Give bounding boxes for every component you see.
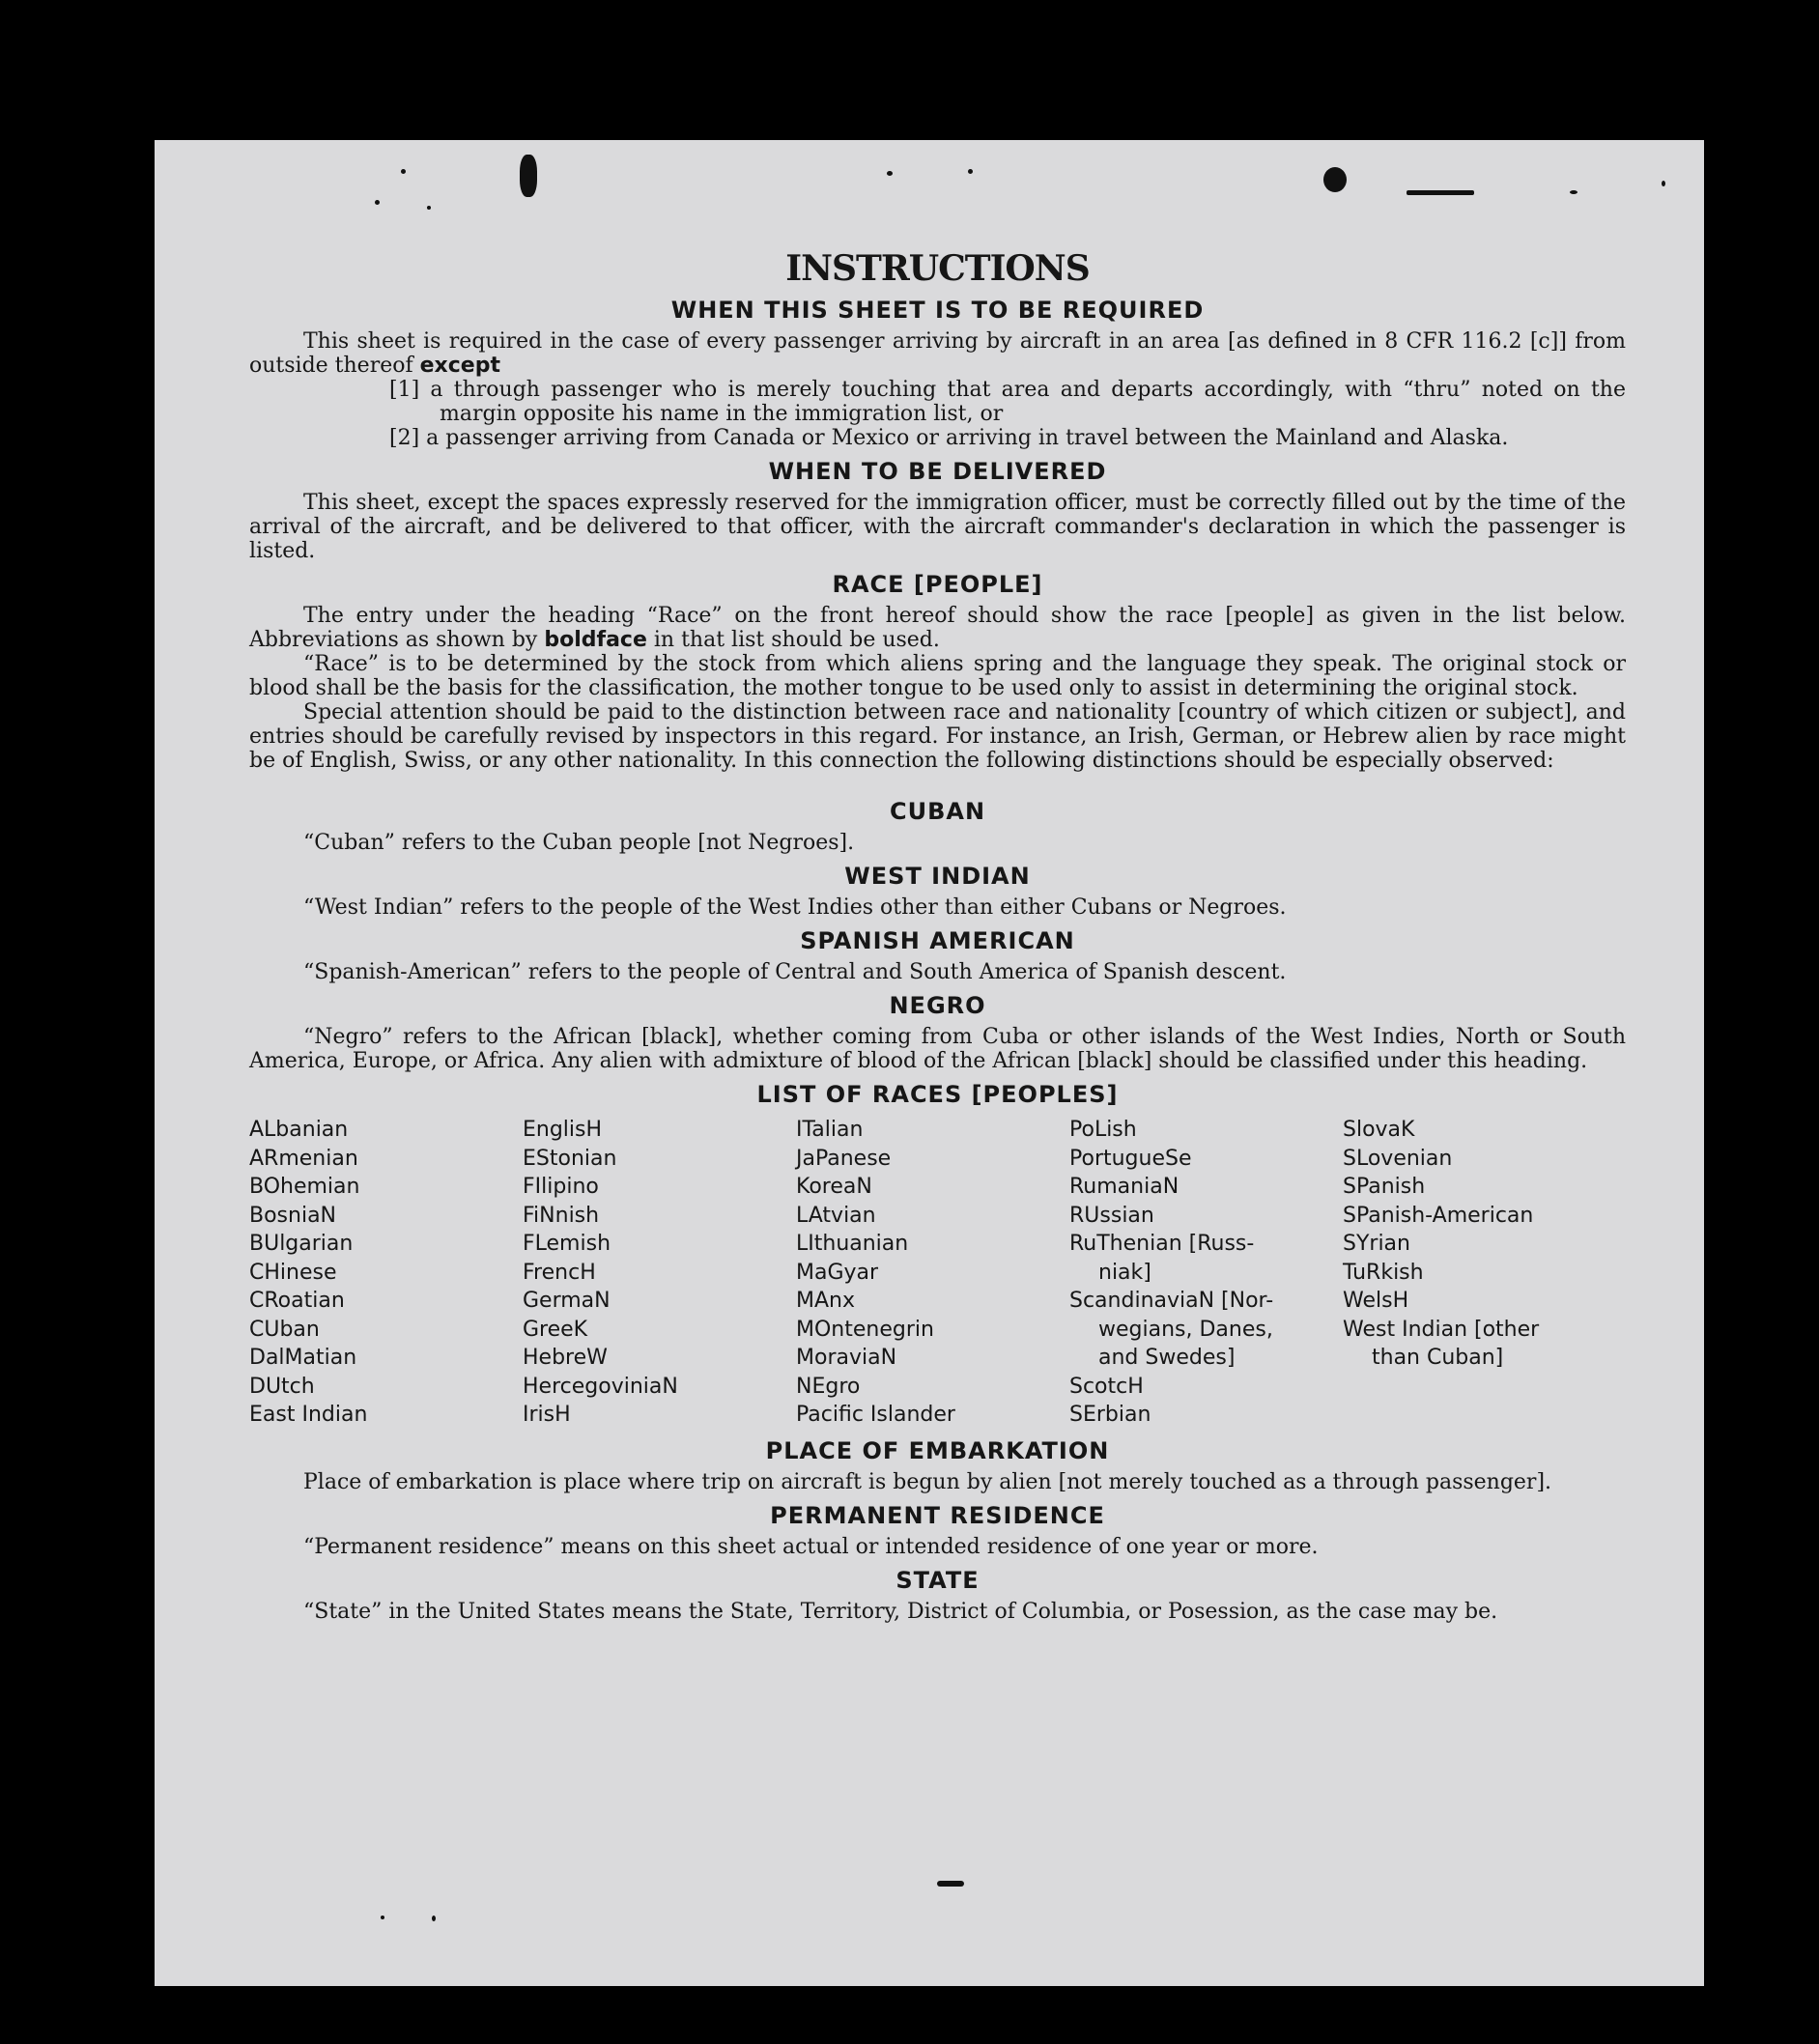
race-item: RuThenian [Russ- — [1069, 1232, 1255, 1256]
race-item: DUtch — [249, 1374, 315, 1399]
page-title: INSTRUCTIONS — [785, 248, 1090, 289]
race-item: BUlgarian — [249, 1232, 354, 1256]
scan-speck — [1570, 190, 1577, 194]
race-item: PoLish — [1069, 1118, 1137, 1142]
races-column-3 — [796, 1116, 1069, 1430]
heading-negro: NEGRO — [889, 992, 986, 1019]
scan-speck — [1662, 181, 1665, 186]
race-item: KoreaN — [796, 1175, 872, 1199]
when-required-text — [249, 329, 1626, 378]
heading-race: RACE [PEOPLE] — [832, 571, 1043, 598]
heading-cuban: CUBAN — [889, 798, 986, 825]
race-item: HercegoviniaN — [523, 1374, 678, 1399]
race-item: WelsH — [1343, 1289, 1409, 1313]
race-item: SYrian — [1343, 1232, 1410, 1256]
race-item: MAnx — [796, 1289, 855, 1313]
west-indian-text: “West Indian” refers to the people of the West Indies other than either Cubans or Negroes. — [303, 895, 1287, 920]
scan-speck — [432, 1916, 436, 1921]
race-item-continued: than Cuban] — [1372, 1346, 1504, 1370]
scan-speck — [937, 1881, 964, 1887]
scan-speck — [968, 169, 973, 174]
race-item: CRoatian — [249, 1289, 345, 1313]
race-item: SErbian — [1069, 1403, 1151, 1427]
race-item: ScandinaviaN [Nor- — [1069, 1289, 1274, 1313]
race-item: IrisH — [523, 1403, 571, 1427]
race-item: LAtvian — [796, 1203, 876, 1228]
instructions-content — [249, 248, 1626, 1624]
race-p1-b: in that list should be used. — [653, 628, 940, 652]
race-item: Pacific Islander — [796, 1403, 955, 1427]
race-item: HebreW — [523, 1346, 608, 1370]
heading-when-required: WHEN THIS SHEET IS TO BE REQUIRED — [670, 297, 1205, 324]
race-item-continued: niak] — [1098, 1260, 1151, 1285]
heading-state: STATE — [895, 1566, 980, 1594]
races-column-5 — [1343, 1116, 1616, 1430]
race-item: ALbanian — [249, 1118, 349, 1142]
heading-spanish-american: SPANISH AMERICAN — [800, 927, 1075, 954]
races-column-4 — [1069, 1116, 1343, 1430]
race-item: East Indian — [249, 1403, 368, 1427]
races-column-1 — [249, 1116, 523, 1430]
race-item: JaPanese — [796, 1146, 892, 1171]
state-text: “State” in the United States means the State, Territory, District of Columbia, or Posession, as the case may be. — [303, 1599, 1498, 1624]
race-item: GermaN — [523, 1289, 611, 1313]
heading-when-delivered: WHEN TO BE DELIVERED — [768, 458, 1107, 485]
race-item-continued: and Swedes] — [1098, 1346, 1236, 1370]
race-item: PortugueSe — [1069, 1146, 1192, 1171]
race-item: RUssian — [1069, 1203, 1154, 1228]
scan-speck — [401, 169, 406, 174]
race-paragraph-1 — [249, 604, 1626, 652]
list-item: [2] a passenger arriving from Canada or Mexico or arriving in travel between the Mainland and Alaska. — [389, 426, 1509, 450]
race-item: CHinese — [249, 1260, 337, 1285]
race-item: NEgro — [796, 1374, 861, 1399]
when-required-except: except — [419, 354, 500, 378]
race-item: West Indian [other — [1343, 1317, 1540, 1342]
race-item: DalMatian — [249, 1346, 357, 1370]
race-item: FLemish — [523, 1232, 611, 1256]
race-item: CUban — [249, 1317, 320, 1342]
embarkation-text: Place of embarkation is place where trip on aircraft is begun by alien [not merely touched as a through passenger]. — [303, 1469, 1552, 1494]
scan-speck — [520, 155, 537, 197]
heading-place-of-embarkation: PLACE OF EMBARKATION — [765, 1436, 1110, 1464]
race-item: SlovaK — [1343, 1118, 1415, 1142]
races-column-2 — [523, 1116, 796, 1430]
list-item: [1] a through passenger who is merely touching that area and departs accordingly, with “thru” noted on the margin opposite his name in the immigration list, or — [389, 378, 1626, 426]
scan-speck — [1407, 190, 1474, 195]
race-paragraph-2: “Race” is to be determined by the stock from which aliens spring and the language they speak. The original stock or blood shall be the basis for the classification, the mother tongue to be used only to assist in determining the original stock. — [249, 652, 1626, 700]
when-delivered-text: This sheet, except the spaces expressly reserved for the immigration officer, must be correctly filled out by the time of the arrival of the aircraft, and be delivered to that officer, with the aircraft commander's declaration in which the passenger is listed. — [249, 491, 1626, 563]
race-item: BOhemian — [249, 1175, 360, 1199]
spanish-american-text: “Spanish-American” refers to the people of Central and South America of Spanish descent. — [303, 960, 1287, 984]
race-item: MaGyar — [796, 1260, 879, 1285]
race-item: GreeK — [523, 1317, 588, 1342]
negro-text: “Negro” refers to the African [black], whether coming from Cuba or other islands of the West Indies, North or South America, Europe, or Africa. Any alien with admixture of blood of the African [black] should be classified under this heading. — [249, 1025, 1626, 1073]
scan-speck — [381, 1916, 384, 1919]
race-item: FIlipino — [523, 1175, 599, 1199]
race-item: FiNnish — [523, 1203, 600, 1228]
race-paragraph-3: Special attention should be paid to the distinction between race and nationality [country of which citizen or subject], and entries should be carefully revised by inspectors in this regard. For instance, an Irish, German, or Hebrew alien by race might be of English, Swiss, or any other nationality. In this connection the following distinctions should be especially observed: — [249, 700, 1626, 773]
race-item: EnglisH — [523, 1118, 603, 1142]
race-item: LIthuanian — [796, 1232, 909, 1256]
race-item-continued: wegians, Danes, — [1098, 1317, 1273, 1342]
when-required-intro: This sheet is required in the case of every passenger arriving by aircraft in an area [as defined in 8 CFR 116.2 [c]] from outside thereof — [249, 329, 1626, 378]
race-p1-a: The entry under the heading “Race” on the front hereof should show the race [people] as given in the list below. Abbreviations as shown by — [249, 604, 1626, 652]
race-item: RumaniaN — [1069, 1175, 1180, 1199]
race-item: ARmenian — [249, 1146, 358, 1171]
race-item: FrencH — [523, 1260, 596, 1285]
race-item: SPanish — [1343, 1175, 1426, 1199]
scan-speck — [887, 171, 893, 176]
race-item: MOntenegrin — [796, 1317, 934, 1342]
race-item: ITalian — [796, 1118, 864, 1142]
document-page — [155, 140, 1704, 1986]
scan-speck — [1323, 167, 1347, 192]
race-item: BosniaN — [249, 1203, 337, 1228]
scan-speck — [375, 200, 380, 205]
race-item: ScotcH — [1069, 1374, 1144, 1399]
race-item: SLovenian — [1343, 1146, 1453, 1171]
race-item: MoraviaN — [796, 1346, 897, 1370]
race-item: TuRkish — [1343, 1260, 1424, 1285]
race-item: EStonian — [523, 1146, 617, 1171]
heading-list-of-races: LIST OF RACES [PEOPLES] — [756, 1081, 1119, 1108]
races-list — [249, 1116, 1626, 1430]
scan-speck — [427, 206, 431, 210]
heading-west-indian: WEST INDIAN — [844, 863, 1031, 890]
cuban-text: “Cuban” refers to the Cuban people [not Negroes]. — [303, 831, 855, 855]
race-item: SPanish-American — [1343, 1203, 1534, 1228]
heading-permanent-residence: PERMANENT RESIDENCE — [770, 1501, 1105, 1529]
residence-text: “Permanent residence” means on this sheet actual or intended residence of one year or more. — [303, 1534, 1319, 1559]
race-p1-boldface: boldface — [544, 628, 647, 652]
